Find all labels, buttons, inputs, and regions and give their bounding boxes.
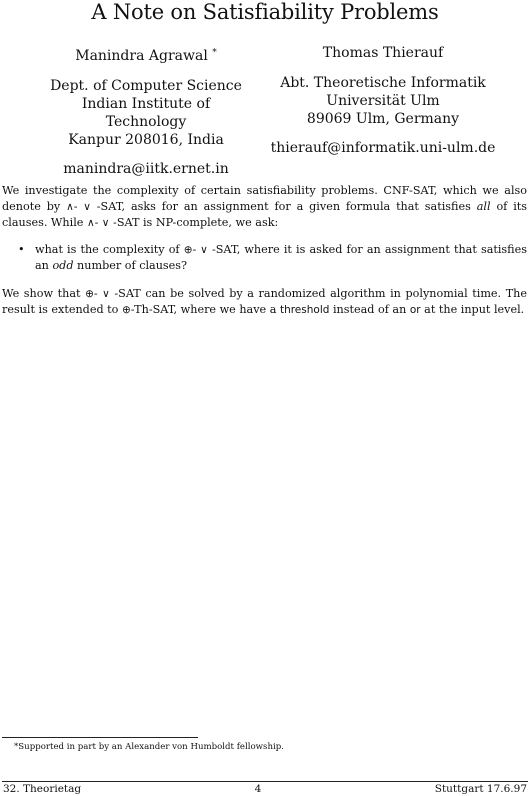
author-name: Manindra Agrawal * <box>75 48 217 64</box>
affiliation-line: Abt. Theoretische Informatik <box>280 75 486 91</box>
abstract <box>2 183 527 318</box>
affiliation-line: Universität Ulm <box>326 93 440 109</box>
author-email: manindra@iitk.ernet.in <box>63 161 229 177</box>
author-affiliation <box>270 74 496 128</box>
abstract-paragraph: We show that ⊕- ∨ -SAT can be solved by a randomized algorithm in polynomial time. The result is extended to ⊕-Th-SAT, where we have a threshold instead of an or at the input level. <box>2 287 527 316</box>
abstract-paragraph: We investigate the complexity of certain satisfiability problems. CNF-SAT, which we also denote by ∧- ∨ -SAT, asks for an assignment for a given formula that satisfies all of its clauses. While ∧- ∨ -SAT is NP-complete, we ask: <box>2 184 528 229</box>
paper-title: A Note on Satisfiability Problems <box>91 0 439 24</box>
affiliation-line: Indian Institute of Technology <box>81 96 211 130</box>
footer-rule <box>2 781 528 782</box>
author-name: Thomas Thierauf <box>322 45 444 61</box>
footnote-mark: * <box>212 48 217 58</box>
footer-right: Stuttgart 17.6.97 <box>434 783 527 795</box>
footnote-rule <box>2 737 198 738</box>
affiliation-line: Dept. of Computer Science <box>50 78 242 94</box>
bullet-icon: • <box>18 243 25 256</box>
footnote: *Supported in part by an Alexander von Humboldt fellowship. <box>14 742 284 752</box>
author-affiliation <box>40 77 252 149</box>
footer-left: 32. Theorietag <box>3 783 82 795</box>
affiliation-line: Kanpur 208016, India <box>68 132 224 148</box>
page-number: 4 <box>254 783 262 795</box>
bullet-item: • what is the complexity of ⊕- ∨ -SAT, where it is asked for an assignment that satisfies an odd number of clauses? <box>18 243 528 272</box>
affiliation-line: 89069 Ulm, Germany <box>306 111 460 127</box>
author-block-2 <box>270 0 496 157</box>
author-block-1 <box>40 0 252 178</box>
author-email: thierauf@informatik.uni-ulm.de <box>270 140 496 156</box>
